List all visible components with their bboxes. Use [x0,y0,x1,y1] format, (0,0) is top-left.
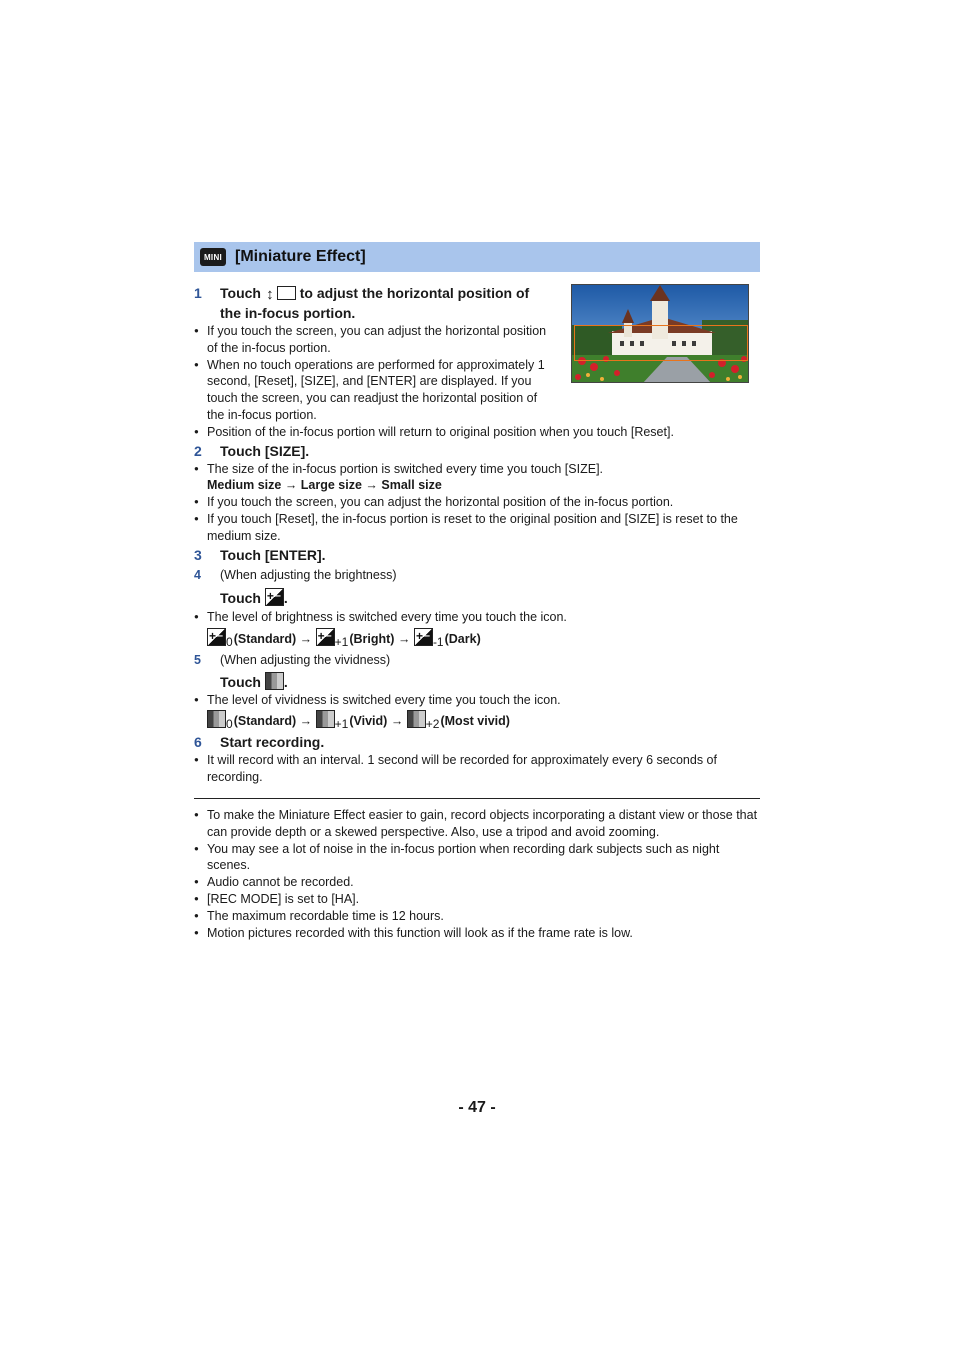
step-3 [194,546,760,565]
note-item: ● Motion pictures recorded with this function will look as if the frame rate is low. [194,925,760,942]
bullet-item: ● The size of the in-focus portion is switched every time you touch [SIZE]. [194,461,760,478]
bullet-item: ● When no touch operations are performed for approximately 1 second, [Reset], [SIZE], and [ENTER] are displayed. If you touch the screen, you can readjust the horizontal position of the in-focus portion. [194,357,547,424]
step-number: 1 [194,285,202,301]
size-option: Medium size [207,478,282,493]
bullet-item: ● The level of vividness is switched every time you touch the icon. [194,692,760,709]
manual-page [194,242,760,941]
in-focus-frame [574,325,748,361]
arrow-right-icon: → [284,478,298,493]
note-item: ● Audio cannot be recorded. [194,874,760,891]
note-item: ● You may see a lot of noise in the in-focus portion when recording dark subjects such as night scenes. [194,841,760,875]
bullet-item: ● The level of brightness is switched every time you touch the icon. [194,609,760,626]
step-number: 5 [194,652,201,667]
step-5-touch: Touch . [220,673,288,690]
step-note: (When adjusting the vividness) [220,652,391,667]
bullet-item: ● If you touch the screen, you can adjust the horizontal position of the in-focus portion. [194,323,547,357]
step-number: 6 [194,734,202,751]
page-number: - 47 - [458,1099,496,1116]
step-5 [194,651,760,670]
vividness-icon [407,710,426,728]
arrow-right-icon: → [365,478,378,493]
brightness-icon [316,628,335,646]
step-2 [194,442,760,461]
step-1 [194,284,760,323]
arrow-right-icon: → [299,714,313,729]
note-item: ● [REC MODE] is set to [HA]. [194,891,760,908]
section-title: [Miniature Effect] [235,248,366,265]
step-number: 3 [194,546,202,563]
frame-icon [277,286,296,300]
step-text: Touch [220,673,261,690]
bullet-item: ● If you touch [Reset], the in-focus portion is reset to the original position and [SIZE] is reset to the medium size. [194,511,760,545]
step-text: Start recording. [220,734,325,751]
bullet-item: ● It will record with an interval. 1 second will be recorded for approximately every 6 seconds of recording. [194,752,760,786]
step-text: the in-focus portion. [220,305,356,321]
vividness-icon [316,710,335,728]
step-note: (When adjusting the brightness) [220,567,397,582]
step-4-touch: Touch + – . [194,587,760,609]
arrow-right-icon: → [390,714,404,729]
vividness-icon [265,672,284,690]
step-text: Touch [220,589,261,606]
step-number: 4 [194,567,201,582]
section-header [194,242,760,272]
brightness-icon [207,628,226,646]
divider [194,798,760,799]
bullet-item: ● Position of the in-focus portion will return to original position when you touch [Reset]. [194,424,760,441]
note-item: ● The maximum recordable time is 12 hours. [194,908,760,925]
vividness-icon [207,710,226,728]
size-option: Small size [381,478,442,493]
step-6 [194,733,760,752]
brightness-icon [265,588,284,606]
step-text: to adjust the horizontal position of [299,285,530,301]
arrow-right-icon: → [397,631,411,646]
size-option: Large size [300,478,362,493]
vividness-sequence: 0(Standard) → +1(Vivid) → +2(Most vivid) [194,710,760,732]
brightness-icon [414,628,433,646]
bullet-item: ● If you touch the screen, you can adjust the horizontal position of the in-focus portion. [194,494,760,511]
step-number: 2 [194,442,202,459]
step-text: Touch [ENTER]. [220,546,326,563]
step-text: Touch [SIZE]. [220,442,310,459]
size-sequence [194,477,760,494]
note-item: ● To make the Miniature Effect easier to gain, record objects incorporating a distant view or those that can provide depth or a skewed perspective. Also, use a tripod and avoid zooming. [194,807,760,841]
step-text: Touch [220,285,261,301]
arrow-right-icon: → [299,631,313,646]
brightness-sequence: + –0(Standard) → + – +1(Bright) → + – -1(Dark) [194,628,760,650]
step-4 [194,566,760,585]
mini-mode-icon: MINI [200,248,226,266]
vertical-arrows-icon: ↕ [266,286,274,303]
